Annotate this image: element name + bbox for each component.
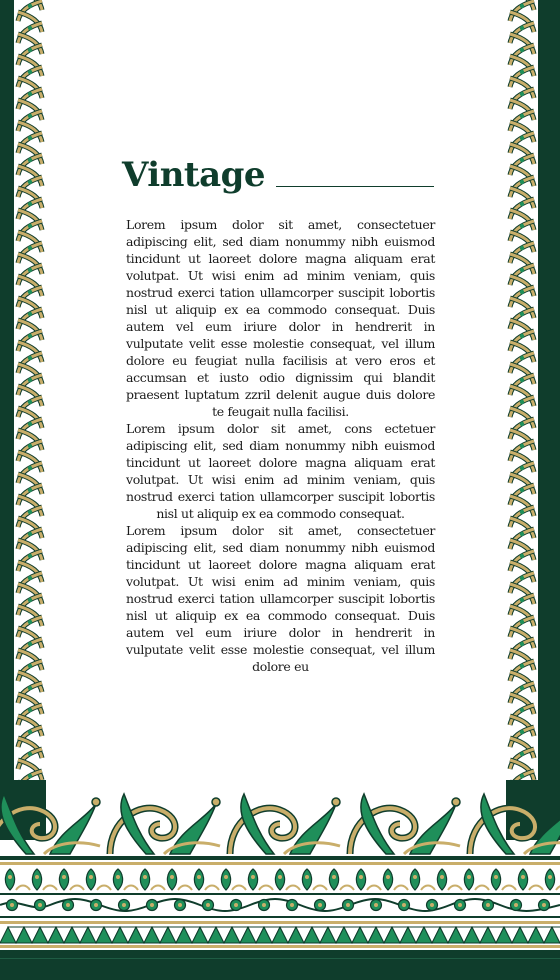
gold-chain-border-icon: [506, 0, 538, 810]
title-underline: [276, 186, 434, 187]
right-dark-band: [540, 0, 560, 800]
title-row: [122, 152, 438, 202]
paragraph: Lorem ipsum dolor sit amet, consectetuer adipiscing elit, sed diam nonummy nibh euismod tincidunt ut laoreet dolore magna aliquam erat volutpat. Ut wisi enim ad minim veniam, quis nostrud exerci tation ullamcorper suscipit lobortis nisl ut aliquip ex ea commodo consequat. Duis autem vel eum iriure dolor in hendrerit in vulputate velit esse molestie consequat, vel illum dolore eu: [126, 523, 435, 674]
gold-chain-border-icon: [14, 0, 46, 810]
ornamental-floral-border-icon: [0, 780, 560, 980]
paragraph: Lorem ipsum dolor sit amet, consectetuer adipiscing elit, sed diam nonummy nibh euismod tincidunt ut laoreet dolore magna aliquam erat volutpat. Ut wisi enim ad minim veniam, quis nostrud exerci tation ullamcorper suscipit lobortis nisl ut aliquip ex ea commodo consequat. Duis autem vel eum iriure dolor in hendrerit in vulputate velit esse molestie consequat, vel illum dolore eu feugiat nulla facilisis at vero eros et accumsan et iusto odio dignissim qui blandit praesent luptatum zzril delenit augue duis dolore te feugait nulla facilisi.: [126, 217, 435, 419]
page-title: Vintage: [122, 155, 266, 195]
body-text: [126, 216, 435, 675]
paragraph: Lorem ipsum dolor sit amet, cons ectetuer adipiscing elit, sed diam nonummy nibh euismod tincidunt ut laoreet dolore magna aliquam erat volutpat. Ut wisi enim ad minim veniam, quis nostrud exerci tation ullamcorper suscipit lobortis nisl ut aliquip ex ea commodo consequat.: [126, 421, 435, 521]
